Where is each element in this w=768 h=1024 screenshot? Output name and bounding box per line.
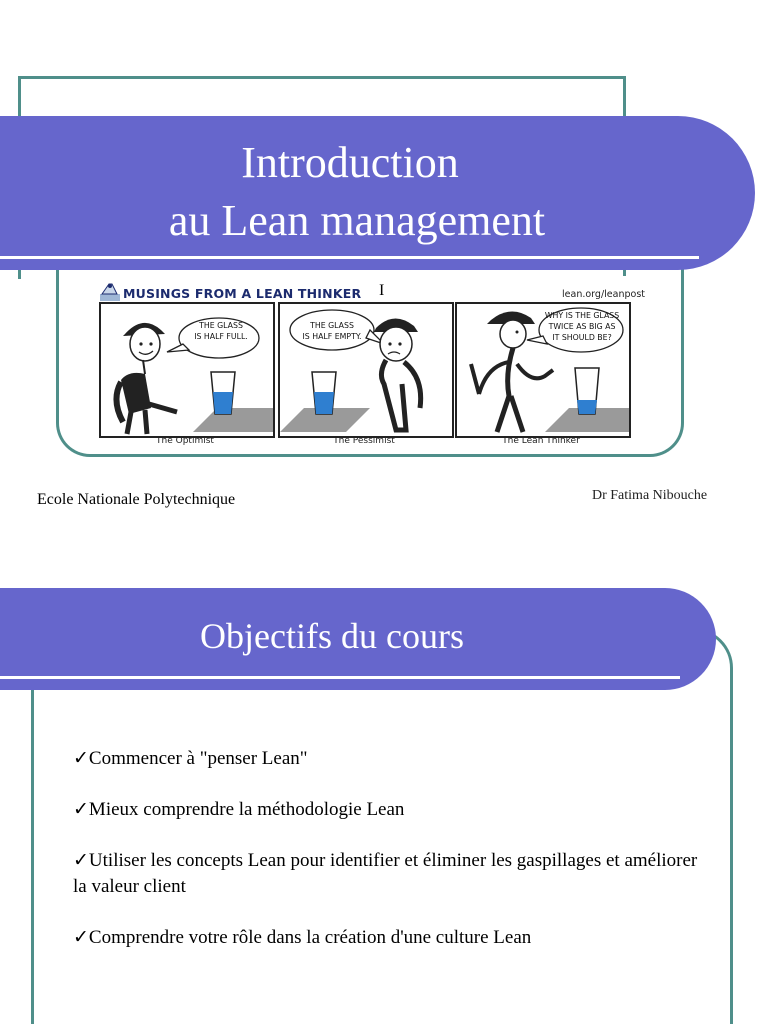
title-line-2: au Lean management — [168, 196, 546, 245]
comic-title: MUSINGS FROM A LEAN THINKER — [123, 286, 362, 301]
bubble-line: THE GLASS — [310, 321, 354, 330]
checkmark-icon: ✓ — [73, 850, 89, 871]
list-item — [73, 925, 713, 951]
checkmark-icon: ✓ — [73, 927, 89, 948]
title-banner — [0, 116, 755, 270]
comic-panel-pessimist — [278, 302, 454, 438]
caption-lean-thinker: The Lean Thinker — [502, 436, 580, 446]
checkmark-icon: ✓ — [73, 748, 89, 769]
checkmark-icon: ✓ — [73, 799, 89, 820]
lean-comic-strip — [97, 276, 647, 453]
list-item — [73, 797, 713, 823]
list-item — [73, 746, 713, 772]
title-line-1: Introduction — [241, 138, 459, 187]
objectives-title: Objectifs du cours — [200, 616, 464, 656]
lean-thinker-speech — [541, 310, 623, 343]
objectives-slide — [0, 560, 768, 1024]
bubble-line: TWICE AS BIG AS — [548, 322, 616, 331]
comic-panel-lean-thinker — [455, 302, 631, 438]
bubble-line: IT SHOULD BE? — [552, 333, 612, 342]
bubble-line: IS HALF FULL. — [194, 332, 248, 341]
pessimist-speech — [294, 320, 370, 342]
banner-underline — [0, 676, 680, 679]
objectives-list — [73, 746, 713, 976]
list-item — [73, 848, 713, 900]
comic-panel-optimist — [99, 302, 275, 438]
banner-underline — [0, 256, 699, 259]
objective-text: Utiliser les concepts Lean pour identifier et éliminer les gaspillages et améliorer la valeur client — [73, 850, 698, 897]
school-name: Ecole Nationale Polytechnique — [37, 491, 236, 508]
comic-header — [97, 280, 647, 302]
objective-text: Mieux comprendre la méthodologie Lean — [88, 799, 405, 820]
bubble-line: THE GLASS — [199, 321, 243, 330]
bubble-line: IS HALF EMPTY. — [302, 332, 362, 341]
text-cursor-marker: I — [379, 282, 385, 299]
objectives-banner — [0, 588, 716, 690]
bubble-line: WHY IS THE GLASS — [544, 311, 620, 320]
caption-optimist: The Optimist — [156, 436, 214, 446]
comic-url: lean.org/leanpost — [562, 289, 645, 300]
author-name: Dr Fatima Nibouche — [592, 488, 708, 503]
objective-text: Comprendre votre rôle dans la création d'une culture Lean — [88, 927, 532, 948]
caption-pessimist: The Pessimist — [333, 436, 395, 446]
objective-text: Commencer à "penser Lean" — [88, 748, 308, 769]
lean-thinker-logo-icon — [99, 280, 121, 302]
optimist-speech — [189, 320, 253, 342]
